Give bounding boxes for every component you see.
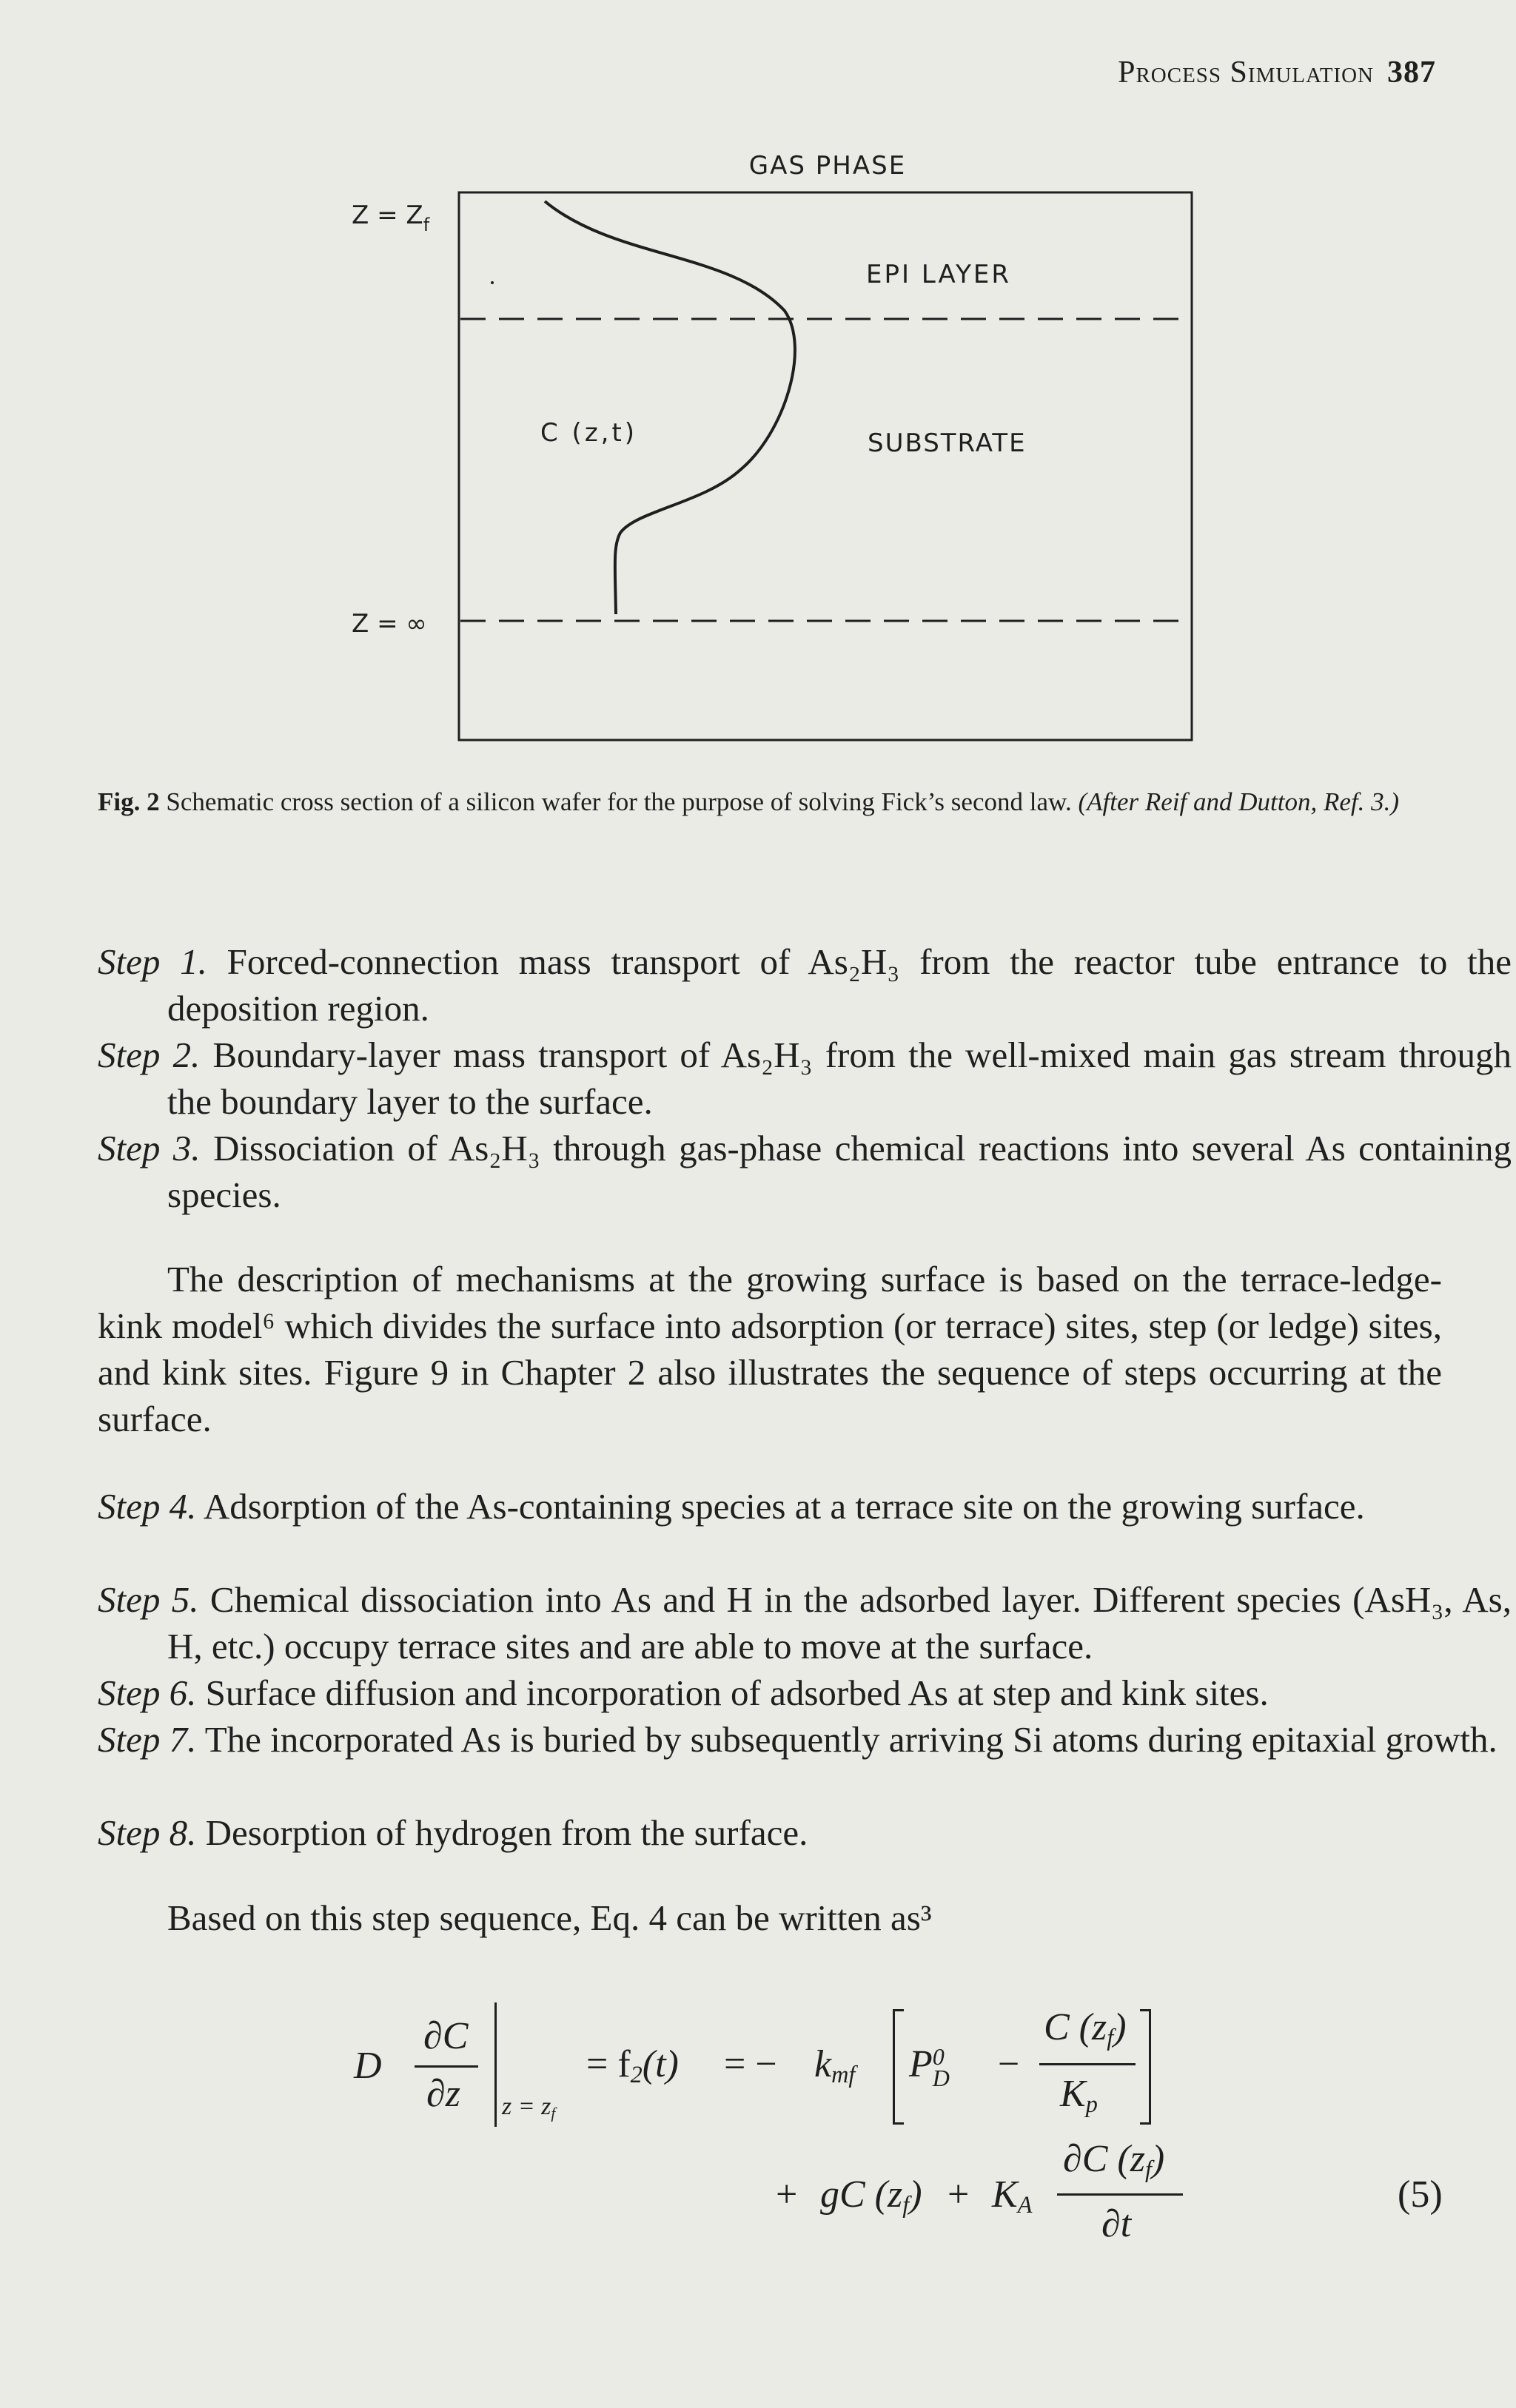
eq-dt: ∂t (1101, 2203, 1132, 2245)
figure-caption (98, 783, 1445, 822)
caption-text: Schematic cross section of a silicon wafer for the purpose of solving Fick’s second law. (166, 787, 1072, 816)
z-top-label: $Z = Z_f$ (352, 201, 430, 235)
section-title: Process Simulation (1118, 56, 1374, 90)
page-number: 387 (1387, 56, 1436, 90)
eq-ka: $K_A$ (992, 2173, 1033, 2219)
eq-right-bracket (1140, 2009, 1151, 2125)
paragraph-terrace-ledge-kink: The description of mechanisms at the growing surface is based on the terrace-ledge-kink model⁶ which divides the surface into adsorption (or terrace) sites, step (or ledge) sites, and kink sites. Figure 9 in Chapter 2 also illustrates the sequence of steps occurring at the surface. (98, 1259, 1442, 1439)
equation-number: (5) (1398, 2173, 1443, 2216)
eq-f2: = $f_2(t)$ (586, 2043, 679, 2088)
step-5: Step 5. Chemical dissociation into As and H in the adsorbed layer. Different species (AsH₃, As, H, etc.) occupy terrace sites and are able to move at the surface. (98, 1579, 1512, 1667)
eq-minus: − (998, 2043, 1020, 2085)
eq-fraction-bar-1 (415, 2065, 478, 2068)
eq-dz: ∂z (426, 2073, 460, 2115)
eq-plus-1: + (776, 2173, 798, 2216)
step-4: Step 4. Adsorption of the As-containing species at a terrace site on the growing surface. (98, 1486, 1365, 1527)
concentration-label: C (z,t) (540, 418, 638, 448)
caption-source: (After Reif and Dutton, Ref. 3.) (1078, 787, 1400, 816)
eq-fraction-bar-2 (1039, 2063, 1136, 2065)
eq-czf: C $(z_f)$ (1044, 2006, 1127, 2051)
caption-label: Fig. 2 (98, 787, 160, 816)
eq-d: D (354, 2045, 382, 2087)
eq-pd0: P 0 D (909, 2043, 950, 2092)
eq-dczf: ∂C $(z_f)$ (1063, 2138, 1165, 2183)
eq-fraction-bar-3 (1057, 2193, 1183, 2196)
eq-eval-at: $z = z_f$ (502, 2093, 556, 2122)
step-8: Step 8. Desorption of hydrogen from the surface. (98, 1812, 808, 1853)
wafer-cross-section-figure (0, 0, 1516, 755)
step-3: Step 3. Dissociation of As₂H₃ through gas-phase chemical reactions into several As containing species. (98, 1128, 1512, 1215)
eq-gc: gC $(z_f)$ (820, 2173, 922, 2219)
paragraph-step-sequence: Based on this step sequence, Eq. 4 can be written as³ (167, 1897, 932, 1938)
z-bottom-label: Z = ∞ (352, 609, 427, 639)
eq-dc: ∂C (423, 2015, 469, 2057)
substrate-label: SUBSTRATE (868, 428, 1027, 458)
epi-layer-label: EPI LAYER (866, 260, 1012, 289)
eq-plus-2: + (948, 2173, 970, 2216)
eq-kp: $K_p$ (1060, 2073, 1098, 2118)
step-1: Step 1. Forced-connection mass transport of As₂H₃ from the reactor tube entrance to the deposition region. (98, 941, 1512, 1029)
concentration-profile-curve (545, 201, 795, 614)
eq-left-bracket (893, 2009, 904, 2125)
step-2: Step 2. Boundary-layer mass transport of As₂H₃ from the well-mixed main gas stream through the boundary layer to the surface. (98, 1035, 1512, 1122)
step-6: Step 6. Surface diffusion and incorporation of adsorbed As at step and kink sites. (98, 1672, 1269, 1713)
eq-equals-minus: = − (724, 2043, 777, 2085)
eq-evaluation-bar (494, 2002, 497, 2127)
gas-phase-label: GAS PHASE (748, 151, 907, 181)
eq-kmf: $k_{mf}$ (814, 2043, 856, 2088)
speck-mark (491, 281, 494, 284)
wafer-box (459, 192, 1192, 740)
step-7: Step 7. The incorporated As is buried by subsequently arriving Si atoms during epitaxial growth. (98, 1719, 1497, 1760)
